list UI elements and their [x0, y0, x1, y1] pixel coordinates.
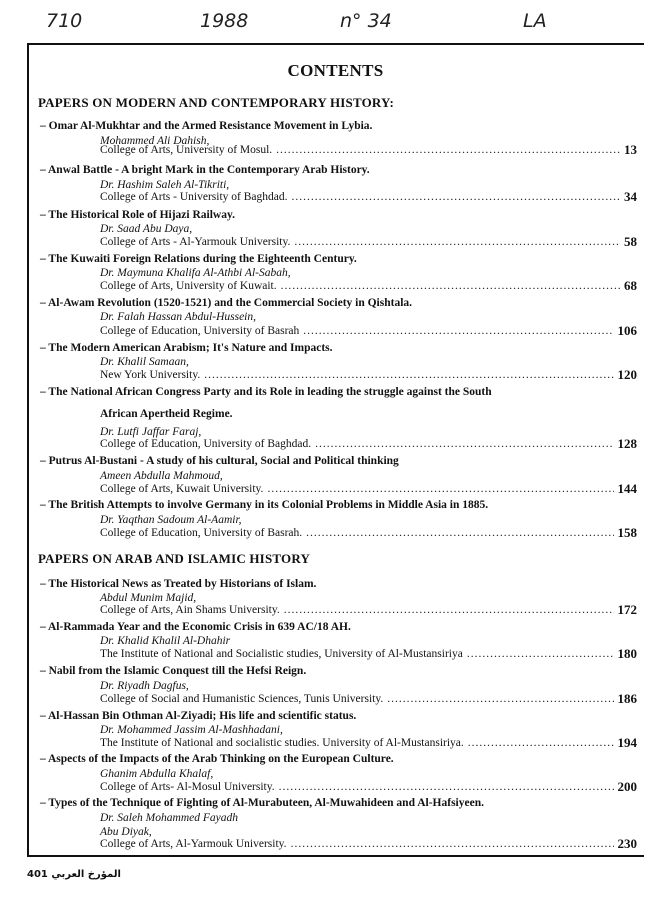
entry-affiliation-row: [100, 482, 637, 496]
entry-affiliation: College of Education, University of Baghdad.: [100, 438, 312, 450]
leader-dots: [468, 736, 614, 750]
entry-page-number: 144: [617, 481, 637, 496]
entry-author-continued: Abu Diyak,: [100, 826, 152, 838]
entry-affiliation: College of Education, University of Basrah: [100, 325, 300, 337]
entry-title: – The National African Congress Party and its Role in leading the struggle against the South: [40, 386, 492, 398]
entry-author: Dr. Hashim Saleh Al-Tikriti,: [100, 179, 230, 191]
page-title: CONTENTS: [287, 61, 384, 80]
entry-page-number: 68: [624, 278, 637, 293]
entry-author: Dr. Riyadh Dagfus,: [100, 680, 189, 692]
handwritten-number: n° 34: [340, 10, 392, 32]
entry-page-number: 200: [617, 779, 637, 794]
entry-title: – Nabil from the Islamic Conquest till the Hefsi Reign.: [40, 665, 307, 677]
entry-affiliation-row: [100, 324, 637, 338]
entry-affiliation-row: [100, 437, 637, 451]
leader-dots: [267, 482, 613, 496]
entry-affiliation-row: [100, 603, 637, 617]
entry-affiliation-row: [100, 780, 637, 794]
entry-title: – The Kuwaiti Foreign Relations during the Eighteenth Century.: [40, 253, 357, 265]
entry-page-number: 120: [617, 367, 637, 382]
entry-affiliation: College of Social and Humanistic Sciences, Tunis University.: [100, 693, 384, 705]
leader-dots: [291, 837, 614, 851]
entry-affiliation: College of Arts- Al-Mosul University.: [100, 781, 275, 793]
leader-dots: [284, 603, 614, 617]
leader-dots: [306, 526, 613, 540]
page-footer: المؤرخ العربي 401: [27, 869, 121, 880]
entry-page-number: 172: [617, 602, 637, 617]
entry-page-number: 158: [617, 525, 637, 540]
entry-author: Dr. Mohammed Jassim Al-Mashhadani,: [100, 724, 283, 736]
entry-author: Dr. Khalid Khalil Al-Dhahir: [100, 635, 231, 647]
entry-affiliation: College of Arts, Kuwait University.: [100, 483, 264, 495]
entry-affiliation-row: [100, 190, 637, 204]
leader-dots: [315, 437, 613, 451]
entry-author: Abdul Munim Majid,: [100, 592, 197, 604]
entry-affiliation-row: [100, 736, 637, 750]
leader-dots: [467, 647, 614, 661]
entry-affiliation: College of Arts, Ain Shams University.: [100, 604, 280, 616]
entry-page-number: 58: [624, 234, 637, 249]
entry-author: Ghanim Abdulla Khalaf,: [100, 768, 214, 780]
leader-dots: [291, 190, 620, 204]
entry-title: – The Modern American Arabism; It's Nature and Impacts.: [40, 342, 333, 354]
leader-dots: [204, 368, 613, 382]
entry-affiliation: The Institute of National and socialistic studies. University of Al-Mustansiriya.: [100, 737, 464, 749]
entry-page-number: 13: [624, 142, 637, 157]
entry-affiliation-row: [100, 279, 637, 293]
entry-title: – Al-Rammada Year and the Economic Crisis in 639 AC/18 AH.: [40, 621, 351, 633]
section-heading-modern: PAPERS ON MODERN AND CONTEMPORARY HISTORY:: [38, 95, 394, 110]
entry-title: – Aspects of the Impacts of the Arab Thinking on the European Culture.: [40, 753, 394, 765]
entry-author: Ameen Abdulla Mahmoud,: [100, 470, 223, 482]
entry-title: – Anwal Battle - A bright Mark in the Contemporary Arab History.: [40, 164, 370, 176]
entry-page-number: 34: [624, 189, 637, 204]
entry-affiliation: The Institute of National and Socialistic studies, University of Al-Mustansiriya: [100, 648, 463, 660]
entry-affiliation-row: [100, 368, 637, 382]
entry-author: Mohammed Ali Dahish,: [100, 135, 210, 147]
entry-page-number: 230: [617, 836, 637, 851]
leader-dots: [276, 143, 620, 157]
entry-title: – Putrus Al-Bustani - A study of his cultural, Social and Political thinking: [40, 455, 399, 467]
entry-page-number: 186: [617, 691, 637, 706]
entry-affiliation: College of Arts, Al-Yarmouk University.: [100, 838, 287, 850]
entry-title: – The Historical Role of Hijazi Railway.: [40, 209, 235, 221]
entry-title-continued: African Apertheid Regime.: [100, 408, 233, 420]
entry-title: – Omar Al-Mukhtar and the Armed Resistance Movement in Lybia.: [40, 120, 373, 132]
entry-author: Dr. Saleh Mohammed Fayadh: [100, 812, 238, 824]
entry-affiliation-row: [100, 143, 637, 157]
section-heading-arab-islamic: PAPERS ON ARAB AND ISLAMIC HISTORY: [38, 551, 311, 566]
entry-affiliation-row: [100, 692, 637, 706]
entry-page-number: 128: [617, 436, 637, 451]
entry-affiliation-row: [100, 526, 637, 540]
handwritten-volume: 710: [46, 10, 83, 32]
leader-dots: [294, 235, 620, 249]
entry-page-number: 180: [617, 646, 637, 661]
entry-affiliation: College of Arts, University of Mosul.: [100, 144, 273, 156]
leader-dots: [281, 279, 620, 293]
entry-affiliation: College of Arts, University of Kuwait.: [100, 280, 277, 292]
entry-title: – Al-Awam Revolution (1520-1521) and the Commercial Society in Qishtala.: [40, 297, 413, 309]
entry-author: Dr. Maymuna Khalifa Al-Athbi Al-Sabah,: [100, 267, 291, 279]
entry-page-number: 106: [617, 323, 637, 338]
entry-page-number: 194: [617, 735, 637, 750]
handwritten-code: LA: [523, 10, 547, 32]
entry-affiliation-row: [100, 647, 637, 661]
entry-author: Dr. Khalil Samaan,: [100, 356, 189, 368]
entry-title: – Types of the Technique of Fighting of Al-Murabuteen, Al-Muwahideen and Al-Hafsiyeen.: [40, 797, 484, 809]
entry-author: Dr. Lutfi Jaffar Faraj,: [100, 426, 202, 438]
entry-affiliation: College of Arts - Al-Yarmouk University.: [100, 236, 291, 248]
entry-author: Dr. Yaqthan Sadoum Al-Aamir,: [100, 514, 242, 526]
leader-dots: [387, 692, 613, 706]
entry-affiliation: New York University.: [100, 369, 201, 381]
entry-affiliation: College of Education, University of Basrah.: [100, 527, 303, 539]
entry-title: – The Historical News as Treated by Historians of Islam.: [40, 578, 317, 590]
leader-dots: [279, 780, 614, 794]
entry-title: – The British Attempts to involve Germany in its Colonial Problems in Middle Asia in 1885.: [40, 499, 489, 511]
entry-affiliation: College of Arts - University of Baghdad.: [100, 191, 288, 203]
entry-title: – Al-Hassan Bin Othman Al-Ziyadi; His life and scientific status.: [40, 710, 357, 722]
leader-dots: [303, 324, 613, 338]
entry-author: Dr. Falah Hassan Abdul-Hussein,: [100, 311, 257, 323]
entry-affiliation-row: [100, 837, 637, 851]
entry-affiliation-row: [100, 235, 637, 249]
entry-author: Dr. Saad Abu Daya,: [100, 223, 193, 235]
handwritten-year: 1988: [200, 10, 249, 32]
